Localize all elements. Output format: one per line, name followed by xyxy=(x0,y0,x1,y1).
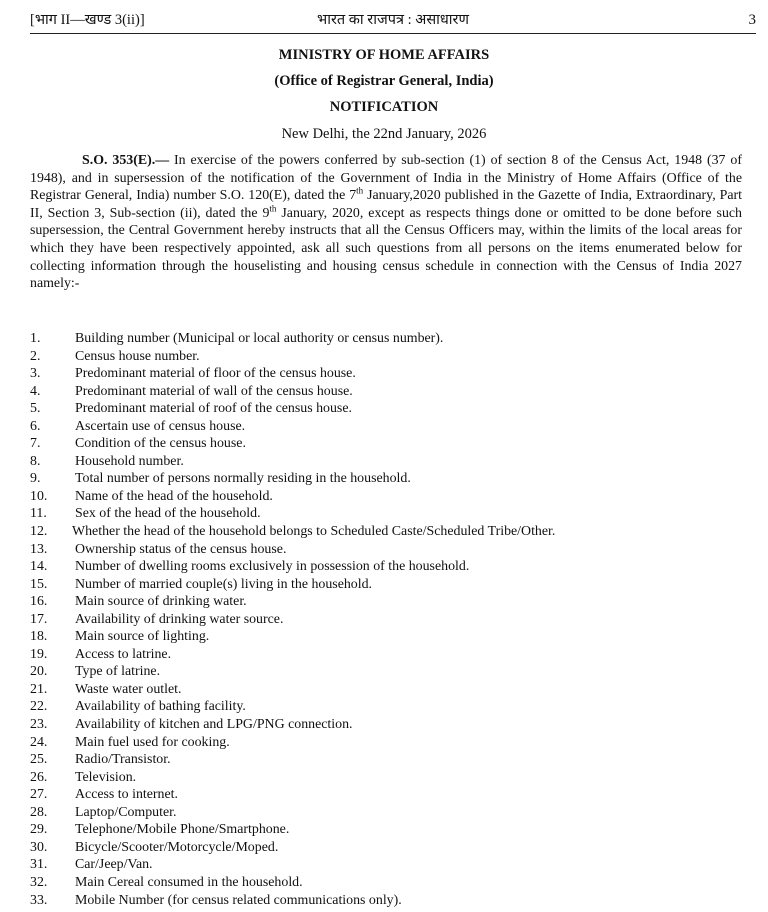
list-item-number: 9. xyxy=(30,471,41,487)
page-number: 3 xyxy=(748,12,756,28)
list-item-text: Access to latrine. xyxy=(75,646,172,662)
list-item-number: 23. xyxy=(30,717,48,733)
header-divider xyxy=(30,33,756,34)
list-item-number: 32. xyxy=(30,874,48,890)
list-item-text: Availability of kitchen and LPG/PNG connection. xyxy=(75,717,353,733)
list-item-text: Household number. xyxy=(75,453,184,469)
list-item-text: Bicycle/Scooter/Motorcycle/Moped. xyxy=(75,839,279,855)
paragraph-text-3: January, 2020, except as respects things done or omitted to be done before such supersession, the Central Government hereby instructs that all the Census Officers may, within the limits of the local areas for which they have been respectively appointed, ask all such questions from all persons on the items enumerated below for collecting information through the houselisting and housing census schedule in connection with the Census of India 2027 namely:- xyxy=(30,205,742,292)
list-item xyxy=(30,611,742,629)
list-item xyxy=(30,523,742,541)
paragraph-text-1: In exercise of the powers conferred by sub-section (1) of section 8 of the Census Act, 1948 (37 of 1948), and in supersession of the notification of the Government of India in the Ministry of Home Affairs (Office of the Registrar General, India) number S.O. 120(E), dated the 7 xyxy=(30,153,742,204)
place-and-date: New Delhi, the 22nd January, 2026 xyxy=(281,126,487,142)
list-item xyxy=(30,400,742,418)
list-item-text: Availability of bathing facility. xyxy=(75,699,246,715)
list-item-text: Predominant material of wall of the census house. xyxy=(75,383,353,399)
list-item xyxy=(30,488,742,506)
list-item-number: 18. xyxy=(30,629,48,645)
ministry-title: MINISTRY OF HOME AFFAIRS xyxy=(278,47,490,63)
list-item-text: Type of latrine. xyxy=(75,664,161,680)
list-item xyxy=(30,716,742,734)
list-item-text: Car/Jeep/Van. xyxy=(75,857,153,873)
list-item xyxy=(30,839,742,857)
list-item-text: Main Cereal consumed in the household. xyxy=(75,874,303,890)
page-header xyxy=(30,10,756,32)
list-item xyxy=(30,435,742,453)
list-item xyxy=(30,646,742,664)
list-item-text: Predominant material of floor of the census house. xyxy=(75,366,356,382)
list-item xyxy=(30,558,742,576)
list-item-number: 16. xyxy=(30,594,48,610)
list-item-text: Main fuel used for cooking. xyxy=(75,734,230,750)
list-item-text: Availability of drinking water source. xyxy=(75,611,284,627)
list-item xyxy=(30,769,742,787)
list-item xyxy=(30,418,742,436)
list-item xyxy=(30,786,742,804)
list-item-text: Radio/Transistor. xyxy=(75,752,171,768)
list-item xyxy=(30,453,742,471)
list-item-number: 22. xyxy=(30,699,48,715)
list-item-text: Waste water outlet. xyxy=(75,681,182,697)
list-item-number: 21. xyxy=(30,681,48,697)
list-item-text: Number of married couple(s) living in the household. xyxy=(75,576,373,592)
list-item-text: Telephone/Mobile Phone/Smartphone. xyxy=(75,822,290,838)
list-item-number: 5. xyxy=(30,401,41,417)
ordinal-suffix-1: th xyxy=(356,185,364,196)
list-item xyxy=(30,348,742,366)
list-item xyxy=(30,804,742,822)
list-item-text: Predominant material of roof of the census house. xyxy=(75,401,352,417)
so-number: S.O. 353(E).— xyxy=(82,153,170,168)
list-item-number: 25. xyxy=(30,752,48,768)
ordinal-suffix-2: th xyxy=(269,203,277,214)
list-item-number: 2. xyxy=(30,348,41,364)
census-question-list xyxy=(30,330,742,909)
list-item-number: 8. xyxy=(30,453,41,469)
list-item-number: 29. xyxy=(30,822,48,838)
list-item-number: 15. xyxy=(30,576,48,592)
list-item-text: Condition of the census house. xyxy=(75,436,246,452)
list-item-number: 19. xyxy=(30,646,48,662)
list-item-number: 1. xyxy=(30,331,41,346)
list-item-number: 14. xyxy=(30,559,48,575)
list-item-number: 12. xyxy=(30,524,48,540)
office-title: (Office of Registrar General, India) xyxy=(274,73,494,89)
list-item xyxy=(30,874,742,892)
list-item-text: Whether the head of the household belongs to Scheduled Caste/Scheduled Tribe/Other. xyxy=(72,524,556,540)
list-item-number: 26. xyxy=(30,769,48,785)
list-item xyxy=(30,821,742,839)
list-item xyxy=(30,681,742,699)
list-item-text: Sex of the head of the household. xyxy=(75,506,261,522)
list-item xyxy=(30,698,742,716)
list-item-text: Building number (Municipal or local authority or census number). xyxy=(75,331,444,346)
list-item xyxy=(30,628,742,646)
list-item-text: Census house number. xyxy=(75,348,200,364)
list-item-number: 13. xyxy=(30,541,48,557)
list-item xyxy=(30,892,742,910)
list-item xyxy=(30,663,742,681)
list-item-text: Name of the head of the household. xyxy=(75,488,273,504)
list-item-number: 3. xyxy=(30,366,41,382)
list-item xyxy=(30,470,742,488)
list-item-number: 6. xyxy=(30,418,41,434)
list-item-text: Main source of lighting. xyxy=(75,629,210,645)
list-item xyxy=(30,856,742,874)
list-item-text: Main source of drinking water. xyxy=(75,594,247,610)
list-item-text: Number of dwelling rooms exclusively in possession of the household. xyxy=(75,559,470,575)
list-item-text: Television. xyxy=(75,769,137,785)
list-item xyxy=(30,593,742,611)
header-part-section: [भाग II—खण्ड 3(ii)] xyxy=(30,12,145,28)
list-item xyxy=(30,751,742,769)
list-item-number: 4. xyxy=(30,383,41,399)
header-gazette-title: भारत का राजपत्र : असाधारण xyxy=(317,12,469,28)
list-item-number: 20. xyxy=(30,664,48,680)
list-item-number: 33. xyxy=(30,892,48,908)
list-item-text: Mobile Number (for census related communications only). xyxy=(75,892,402,908)
list-item-text: Total number of persons normally residing in the household. xyxy=(75,471,411,487)
list-item-text: Access to internet. xyxy=(75,787,178,803)
list-item xyxy=(30,383,742,401)
list-item-number: 27. xyxy=(30,787,48,803)
list-item-text: Ownership status of the census house. xyxy=(75,541,287,557)
list-item xyxy=(30,541,742,559)
list-item-text: Laptop/Computer. xyxy=(75,804,177,820)
notification-heading: NOTIFICATION xyxy=(329,99,439,115)
notification-paragraph xyxy=(30,152,742,293)
list-item-number: 11. xyxy=(30,506,47,522)
list-item-number: 17. xyxy=(30,611,48,627)
list-item-number: 24. xyxy=(30,734,48,750)
list-item xyxy=(30,505,742,523)
list-item-number: 7. xyxy=(30,436,41,452)
list-item-number: 31. xyxy=(30,857,48,873)
list-item xyxy=(30,330,742,348)
list-item xyxy=(30,365,742,383)
list-item-number: 30. xyxy=(30,839,48,855)
list-item-text: Ascertain use of census house. xyxy=(75,418,246,434)
list-item xyxy=(30,576,742,594)
paragraph-text-2: January,2020 published in the Gazette of India, Extraordinary, Part II, Section 3, Sub-section (ii), dated the 9 xyxy=(30,188,742,221)
list-item-number: 28. xyxy=(30,804,48,820)
list-item xyxy=(30,734,742,752)
list-item-number: 10. xyxy=(30,488,48,504)
